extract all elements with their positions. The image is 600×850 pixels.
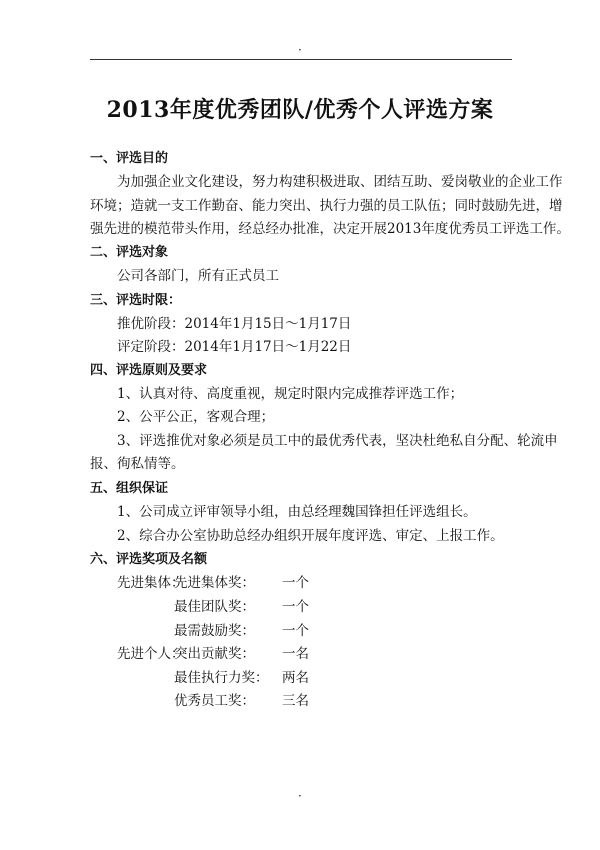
- header-dot: ·: [298, 43, 302, 57]
- group-label-collective: 先进集体：: [117, 575, 185, 591]
- section-5-heading: 五、组织保证: [90, 481, 169, 496]
- award-name: 最佳团队奖：: [174, 599, 255, 615]
- section-3-line-1: 推优阶段：2014年1月15日～1月17日: [117, 316, 352, 332]
- section-5-line-1: 1、公司成立评审领导小组，由总经理魏国锋担任评选组长。: [117, 504, 477, 520]
- group-label-individual: 先进个人：: [117, 646, 185, 662]
- section-1-heading: 一、评选目的: [90, 151, 169, 166]
- section-3-heading: 三、评选时限：: [90, 293, 182, 308]
- section-4-line-1: 1、认真对待、高度重视，规定时限内完成推荐评选工作；: [117, 386, 464, 402]
- award-count: 三名: [282, 693, 309, 709]
- page-title: 2013年度优秀团队/优秀个人评选方案: [106, 97, 494, 123]
- award-count: 两名: [282, 670, 309, 686]
- section-1-line-1: 为加强企业文化建设，努力构建积极进取、团结互助、爱岗敬业的企业工作: [117, 174, 563, 190]
- award-name: 最佳执行力奖：: [174, 670, 269, 686]
- award-name: 最需鼓励奖：: [174, 623, 255, 639]
- section-4-line-3: 3、评选推优对象必须是员工中的最优秀代表，坚决杜绝私自分配、轮流申: [117, 433, 558, 449]
- award-count: 一个: [282, 599, 309, 615]
- section-1-line-2: 环境；造就一支工作勤奋、能力突出、执行力强的员工队伍；同时鼓励先进，增: [90, 198, 563, 214]
- section-4-line-2: 2、公平公正，客观合理；: [117, 409, 275, 425]
- award-name: 突出贡献奖：: [174, 646, 255, 662]
- section-5-line-2: 2、综合办公室协助总经办组织开展年度评选、审定、上报工作。: [117, 528, 504, 544]
- award-count: 一个: [282, 575, 309, 591]
- award-count: 一个: [282, 623, 309, 639]
- award-name: 优秀员工奖：: [174, 693, 255, 709]
- footer-dot: ·: [298, 789, 302, 803]
- header-rule: [90, 59, 512, 60]
- section-1-line-3: 强先进的模范带头作用，经总经办批准，决定开展2013年度优秀员工评选工作。: [90, 221, 570, 237]
- section-3-line-2: 评定阶段：2014年1月17日～1月22日: [117, 339, 352, 355]
- section-4-line-4: 报、徇私情等。: [90, 456, 185, 472]
- section-2-text: 公司各部门，所有正式员工: [117, 268, 279, 284]
- section-2-heading: 二、评选对象: [90, 245, 169, 260]
- award-name: 先进集体奖：: [174, 575, 255, 591]
- award-count: 一名: [282, 646, 309, 662]
- section-4-heading: 四、评选原则及要求: [90, 363, 208, 378]
- section-6-heading: 六、评选奖项及名额: [90, 552, 208, 567]
